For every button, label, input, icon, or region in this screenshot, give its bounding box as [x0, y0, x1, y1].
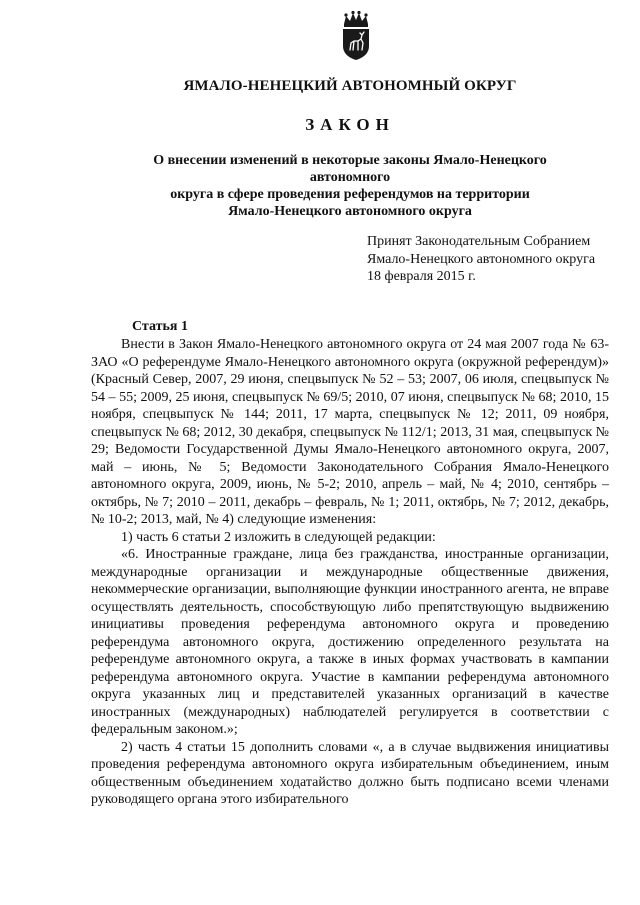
- article-paragraph: 2) часть 4 статьи 15 дополнить словами «, а в случае выдвижения инициативы проведения референдума автономного округа избирательным объединением, иным общественным объединением ходатайство должно быть подписано всеми членами руководящего органа этого избирательного: [91, 739, 609, 807]
- adoption-line: Ямало-Ненецкого автономного округа: [367, 251, 596, 267]
- law-title: [120, 152, 580, 220]
- law-title-line: О внесении изменений в некоторые законы Ямало-Ненецкого автономного: [153, 153, 547, 185]
- article-body: [91, 336, 609, 809]
- article-heading: Статья 1: [132, 319, 188, 334]
- article-paragraph: 1) часть 6 статьи 2 изложить в следующей редакции:: [121, 529, 436, 545]
- coat-of-arms-emblem: [336, 10, 376, 62]
- law-title-line: Ямало-Ненецкого автономного округа: [228, 204, 472, 219]
- article-paragraph: Внести в Закон Ямало-Ненецкого автономного округа от 24 мая 2007 года № 63-ЗАО «О референдуме Ямало-Ненецкого автономного округа (окружной референдум)» (Красный Север, 2007, 29 июня, спецвыпуск № 52 – 53; 2007, 06 июля, спецвыпуск № 54 – 55; 2009, 25 июня, спецвыпуск № 69/5; 2010, 07 июня, спецвыпуск № 68; 2010, 15 ноября, спецвыпуск № 144; 2011, 17 марта, спецвыпуск № 12; 2011, 09 ноября, спецвыпуск № 68; 2012, 30 декабря, спецвыпуск № 112/1; 2013, 31 мая, спецвыпуск № 29; Ведомости Государственной Думы Ямало-Ненецкого автономного округа, 2007, май – июнь, № 5; Ведомости Законодательного Собрания Ямало-Ненецкого автономного округа, 2009, июнь, № 5-2; 2010, апрель – май, № 4; 2010, сентябрь – октябрь, № 7; 2010 – 2011, декабрь – февраль, № 1; 2011, октябрь, № 7; 2012, декабрь, № 10-2; 2013, май, № 4) следующие изменения:: [91, 337, 609, 527]
- adoption-line: Принят Законодательным Собранием: [367, 234, 591, 249]
- document-type: ЗАКОН: [305, 115, 395, 134]
- article-paragraph: «6. Иностранные граждане, лица без гражданства, иностранные организации, международные организации и международные общественные движения, некоммерческие организации, выполняющие функции иностранного агента, не вправе осуществлять деятельность, способствующую либо препятствующую выдвижению инициативы проведения референдума автономного округа и проведению референдума автономного округа, достижению определенного результата на референдуме автономного округа, а также в иных формах участвовать в кампании референдума автономного округа. Участие в кампании референдума автономного округа указанных лиц и представителей указанных организаций в качестве иностранных (международных) наблюдателей регулируется в соответствии с федеральным законом.»;: [91, 547, 609, 737]
- law-title-line: округа в сфере проведения референдумов на территории: [170, 187, 530, 202]
- adoption-date: 18 февраля 2015 г.: [367, 269, 476, 284]
- adoption-note: [367, 233, 607, 286]
- region-name: ЯМАЛО-НЕНЕЦКИЙ АВТОНОМНЫЙ ОКРУГ: [183, 78, 517, 94]
